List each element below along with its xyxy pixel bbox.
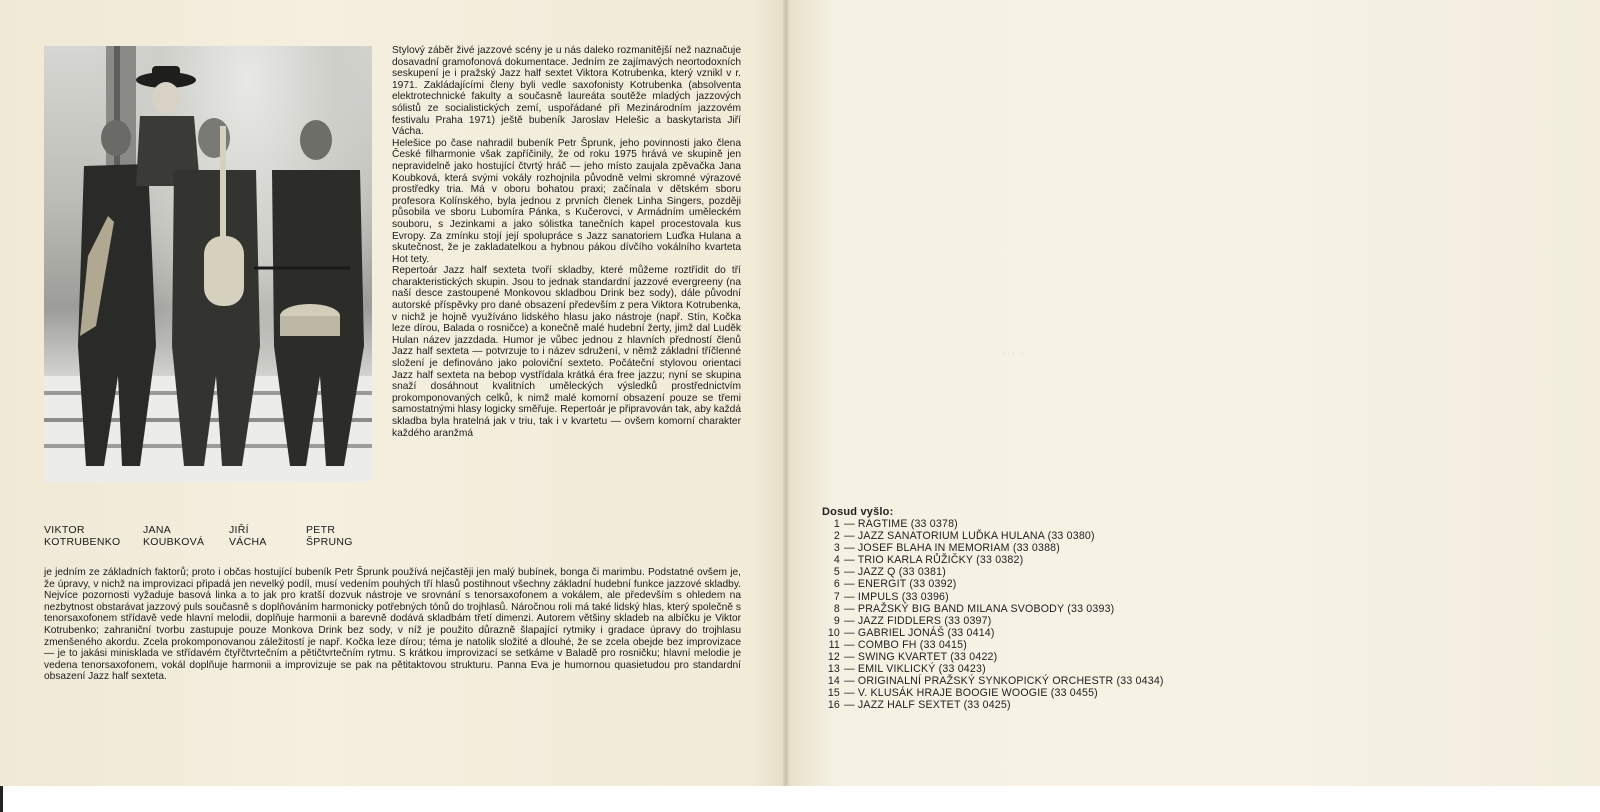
catalog-item-number: 7	[833, 590, 840, 603]
catalog-item-number: 3	[833, 542, 840, 555]
caption-jana-koubkova	[143, 524, 204, 548]
caption-petr-sprung	[306, 524, 353, 548]
band-photo-illustration	[44, 46, 372, 482]
catalog-item-title: — JAZZ Q (33 0381)	[844, 566, 946, 579]
catalog-item-number: 13	[827, 663, 840, 676]
paragraph-repertoire: Repertoár Jazz half sexteta tvoří skladby, které můžeme roztřídit do tří charakteristických skupin. Jsou to jednak standardní jazzové evergreeny (na naší desce zastoupené Monkovou skladbou Drink bez sody), dále původní autorské příspěvky pro dané obsazení především z pera Viktora Kotrubenka, v nichž je hojně využíváno lidského hlasu jako nástroje (např. Stín, Kočka leze dírou, Balada o rosničce) a konečně malé hudební žerty, jimž dal Luděk Hulan název jazzdada. Humor je vůbec jednou z hlavních předností členů Jazz half sexteta — potvrzuje to i název sdružení, v němž základní tříčlenné složení je definováno jako poloviční sexteto. Počáteční stylovou orientaci Jazz half sexteta na bebop vystřídala krátká éra free jazzu; nyní se skupina snaží dosáhnout kvalitních uměleckých výsledků prostřednictvím prokomponovaných celků, k nimž malé komorní obsazení pouze se třemi samostatnými hlasy logicky směřuje. Repertoár je připravován tak, aby každá skladba byla hratelná jak v triu, tak i v kvartetu — ovšem komorní charakter každého aranžmá	[392, 265, 741, 439]
paragraph-arrangements: je jedním ze základních faktorů; proto i občas hostující bubeník Petr Šprunk používá nejčastěji jen malý bubínek, bonga či marimbu. Podstatné ovšem je, že úpravy, v nichž na improvizaci připadá jen nevelký podíl, musí vedením pouhých tří hlasů postihnout všechny základní hudební funkce jazzové skladby. Nejvíce pozornosti vyžaduje basová linka a to jak pro kratší dozvuk nástroje ve srovnání s tenorsaxofonem a vokálem, ale především s ohledem na nezbytnost obstarávat jazzový puls současně s doplňováním harmonicky potřebných tónů do trojhlasů. Náročnou roli má také lidský hlas, který společně s tenorsaxofonem střídavě vede hlavní melodii, doplňuje harmonii a barevně dodává skladbám třetí dimenzi. Autorem většiny skladeb na albíčku je Viktor Kotrubenko; zahraniční tvorbu zastupuje pouze Monkova Drink bez sody, v níž je použito důrazně šlapající rytmiky i gradace úpravy do trojhlasu zmenšeného akordu. Zcela prokomponovanou záležitostí je např. Kočka leze dírou; téma je natolik složité a dlouhé, že se zcela obejde bez improvizace — je to jakási minisklada ve střídavém čtyřčtvrtečním a pětičtvrtečním rytmu. S krátkou improvizací se setkáme v Baladě pro rosničku; hlavní melodie je vedena tenorsaxofonem, vokál doplňuje harmonii a improvizuje se pak na pětitaktovou strukturu. Panna Eva je humornou quasietudou pro standardní obsazení Jazz half sexteta.	[44, 567, 741, 683]
catalog-item-number: 11	[828, 638, 840, 651]
catalog-item-title: — EMIL VIKLICKÝ (33 0423)	[844, 663, 986, 676]
page-fold	[782, 0, 790, 786]
catalog-item	[826, 603, 1164, 615]
scan-edge-mark	[0, 786, 3, 812]
catalog-item-number: 6	[833, 578, 840, 591]
paper-smudge: · · ·	[1003, 349, 1026, 358]
catalog-item-title: — TRIO KARLA RŮŽIČKY (33 0382)	[844, 554, 1024, 567]
catalog-item-number: 10	[827, 626, 840, 639]
catalog-item-title: — V. KLUSÁK HRAJE BOOGIE WOOGIE (33 0455)	[844, 687, 1098, 700]
catalog-item-number: 2	[833, 530, 840, 543]
catalog-item	[826, 591, 1164, 603]
catalog-item-title: — ENERGIT (33 0392)	[844, 578, 957, 591]
catalog-item	[826, 687, 1164, 699]
catalog-item-number: 16	[827, 699, 840, 712]
catalog-item-title: — JAZZ SANATORIUM LUĎKA HULANA (33 0380)	[844, 530, 1095, 543]
catalog-list	[826, 518, 1164, 712]
caption-jiri-vacha	[229, 524, 267, 548]
catalog-item-number: 9	[833, 614, 840, 627]
catalog-item-number: 15	[827, 687, 840, 700]
band-photo	[44, 46, 372, 482]
catalog-item-title: — RAGTIME (33 0378)	[844, 518, 958, 530]
catalog-item-number: 14	[827, 675, 840, 688]
catalog-item	[826, 542, 1164, 554]
paragraph-intro: Stylový záběr živé jazzové scény je u nás daleko rozmanitější než naznačuje dosavadní gramofonová dokumentace. Jedním ze zajímavých neortodoxních seskupení je i pražský Jazz half sextet Viktora Kotrubenka, který vznikl v r. 1971. Zakládajícími členy byli vedle saxofonisty Kotrubenka (absolventa elektrotechnické fakulty a současně laureáta soutěže mladých jazzových sólistů ze socialistických zemí, uspořádané při Mezinárodním jazzovém festivalu Praha 1971) ještě bubeník Jaroslav Helešic a baskytarista Jiří Vácha.	[392, 45, 741, 138]
catalog-item	[826, 518, 1164, 530]
catalog-item-title: — JAZZ HALF SEXTET (33 0425)	[844, 699, 1011, 712]
catalog-item-number: 1	[833, 518, 840, 530]
caption-last-name: VÁCHA	[229, 536, 267, 548]
caption-last-name: KOTRUBENKO	[44, 536, 121, 548]
scan-bottom-margin	[0, 786, 1600, 812]
catalog-item-title: — GABRIEL JONÁŠ (33 0414)	[844, 626, 995, 639]
catalog-item-title: — IMPULS (33 0396)	[844, 590, 949, 603]
catalog-item	[826, 699, 1164, 711]
catalog-item	[826, 663, 1164, 675]
caption-first-name: JANA	[143, 524, 172, 536]
catalog-item-number: 4	[833, 554, 840, 567]
catalog-item	[826, 578, 1164, 590]
caption-viktor-kotrubenko	[44, 524, 121, 548]
catalog-title: Dosud vyšlo:	[822, 506, 894, 518]
catalog-item	[826, 675, 1164, 687]
caption-first-name: VIKTOR	[44, 524, 85, 536]
catalog-item-title: — JAZZ FIDDLERS (33 0397)	[844, 614, 992, 627]
catalog-item	[826, 639, 1164, 651]
catalog-item-title: — ORIGINALNÍ PRAŽSKÝ SYNKOPICKÝ ORCHESTR (33 0434)	[844, 675, 1164, 688]
catalog-item-number: 12	[827, 651, 840, 664]
catalog-item-number: 5	[833, 566, 840, 579]
caption-first-name: PETR	[306, 524, 336, 536]
catalog-item	[826, 554, 1164, 566]
paragraph-members: Helešice po čase nahradil bubeník Petr Šprunk, jeho povinnosti jako člena České filharmonie však zapříčinily, že od roku 1975 hrává ve skupině jen nepravidelně jako hostující čtvrtý hráč — jeho místo zaujala zpěvačka Jana Koubková, která svými vokály rozhojnila původně velmi skromné výrazové prostředky tria. Má v oboru bohatou praxi; začínala v dětském sboru profesora Kolínského, byla jednou z prvních členek Linha Singers, později působila ve sboru Lubomíra Pánka, s Kučerovci, v Armádním uměleckém souboru, s Jezinkami a jako sólistka tanečních kapel procestovala kus Evropy. Za zmínku stojí její spolupráce s Jazz sanatoriem Luďka Hulana a skutečnost, že je zakladatelkou a hybnou pákou dívčího vokálního kvarteta Hot tety.	[392, 137, 741, 265]
catalog-item	[826, 651, 1164, 663]
catalog-item	[826, 530, 1164, 542]
catalog-item-title: — SWING KVARTET (33 0422)	[844, 651, 998, 664]
catalog-item-title: — JOSEF BLAHA IN MEMORIAM (33 0388)	[844, 542, 1060, 555]
caption-last-name: ŠPRUNG	[306, 536, 353, 548]
catalog-item	[826, 566, 1164, 578]
caption-last-name: KOUBKOVÁ	[143, 536, 205, 548]
catalog-item	[826, 615, 1164, 627]
catalog-item-title: — COMBO FH (33 0415)	[844, 638, 967, 651]
caption-first-name: JIŘÍ	[229, 524, 249, 536]
liner-notes-column	[392, 45, 741, 439]
liner-notes-continuation	[44, 567, 741, 683]
catalog-item	[826, 627, 1164, 639]
catalog-item-number: 8	[833, 602, 840, 615]
catalog-item-title: — PRAŽSKÝ BIG BAND MILANA SVOBODY (33 0393)	[844, 602, 1115, 615]
